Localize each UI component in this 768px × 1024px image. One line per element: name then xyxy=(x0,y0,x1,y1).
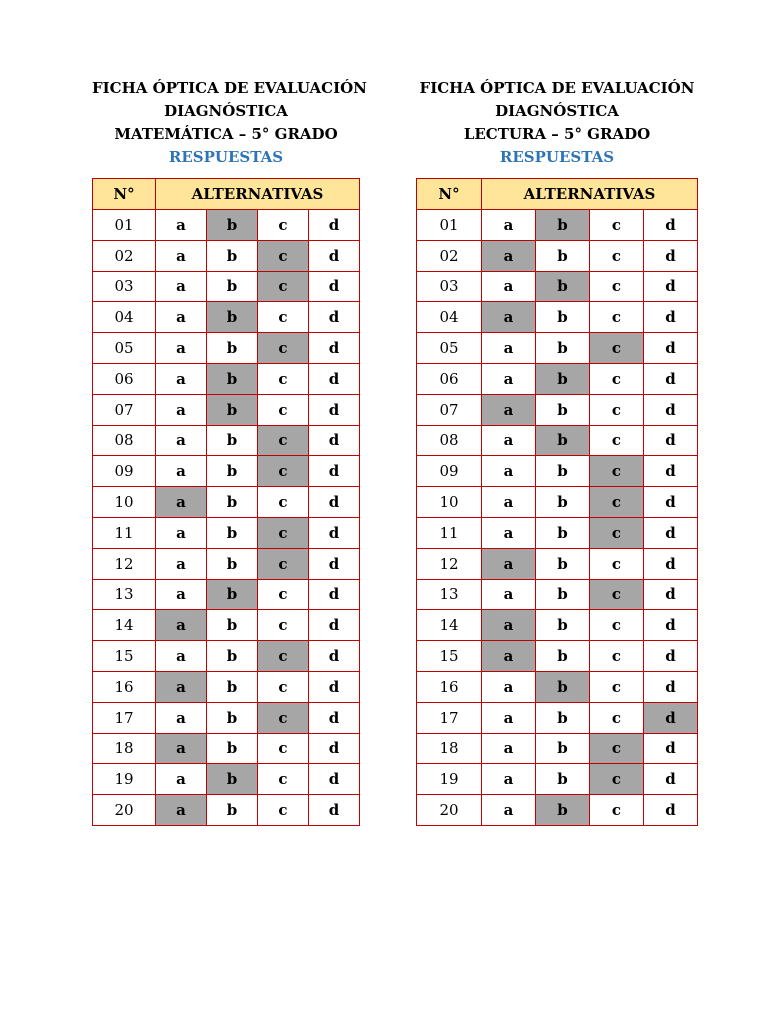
question-number: 05 xyxy=(93,333,156,364)
option-b: b xyxy=(207,610,258,641)
option-a: a xyxy=(482,795,536,826)
option-d: d xyxy=(309,641,360,672)
option-b: b xyxy=(536,764,590,795)
option-a-selected: a xyxy=(156,795,207,826)
question-number: 06 xyxy=(93,363,156,394)
option-a: a xyxy=(482,425,536,456)
option-a: a xyxy=(482,764,536,795)
table-row xyxy=(417,641,698,672)
option-b: b xyxy=(207,240,258,271)
option-b: b xyxy=(536,641,590,672)
answer-table xyxy=(92,178,360,826)
question-number: 08 xyxy=(93,425,156,456)
header-number: N° xyxy=(417,179,482,210)
option-a-selected: a xyxy=(156,671,207,702)
option-b: b xyxy=(207,456,258,487)
table-row xyxy=(417,671,698,702)
option-a-selected: a xyxy=(156,733,207,764)
option-b-selected: b xyxy=(536,210,590,241)
sheet-title xyxy=(92,77,367,169)
option-b: b xyxy=(536,333,590,364)
table-row xyxy=(93,425,360,456)
option-a: a xyxy=(156,425,207,456)
question-number: 07 xyxy=(417,394,482,425)
question-number: 17 xyxy=(93,702,156,733)
option-d: d xyxy=(309,271,360,302)
option-b-selected: b xyxy=(536,795,590,826)
option-d: d xyxy=(309,425,360,456)
option-c-selected: c xyxy=(258,240,309,271)
table-header-row xyxy=(417,179,698,210)
header-number: N° xyxy=(93,179,156,210)
question-number: 05 xyxy=(417,333,482,364)
option-c: c xyxy=(258,363,309,394)
option-c-selected: c xyxy=(258,333,309,364)
option-a: a xyxy=(482,210,536,241)
option-c-selected: c xyxy=(590,764,644,795)
table-row xyxy=(417,394,698,425)
question-number: 02 xyxy=(417,240,482,271)
question-number: 18 xyxy=(417,733,482,764)
option-b: b xyxy=(536,579,590,610)
option-d: d xyxy=(309,333,360,364)
option-d: d xyxy=(644,240,698,271)
option-c: c xyxy=(590,425,644,456)
option-a-selected: a xyxy=(482,548,536,579)
option-a-selected: a xyxy=(482,240,536,271)
option-b: b xyxy=(207,641,258,672)
question-number: 03 xyxy=(93,271,156,302)
option-a: a xyxy=(482,333,536,364)
question-number: 19 xyxy=(417,764,482,795)
option-c-selected: c xyxy=(590,517,644,548)
table-row xyxy=(93,302,360,333)
option-a: a xyxy=(482,487,536,518)
table-row xyxy=(417,487,698,518)
option-d: d xyxy=(309,610,360,641)
question-number: 15 xyxy=(93,641,156,672)
option-b-selected: b xyxy=(207,579,258,610)
option-b: b xyxy=(536,548,590,579)
table-row xyxy=(417,517,698,548)
option-a-selected: a xyxy=(482,394,536,425)
question-number: 01 xyxy=(93,210,156,241)
header-alternatives: ALTERNATIVAS xyxy=(156,179,360,210)
header-alternatives: ALTERNATIVAS xyxy=(482,179,698,210)
question-number: 20 xyxy=(93,795,156,826)
option-c: c xyxy=(258,671,309,702)
answer-table xyxy=(416,178,698,826)
option-a: a xyxy=(156,302,207,333)
table-row xyxy=(93,271,360,302)
question-number: 18 xyxy=(93,733,156,764)
question-number: 15 xyxy=(417,641,482,672)
option-d: d xyxy=(309,579,360,610)
option-b-selected: b xyxy=(536,425,590,456)
option-c: c xyxy=(590,641,644,672)
option-a: a xyxy=(482,733,536,764)
option-b: b xyxy=(536,456,590,487)
table-row xyxy=(93,517,360,548)
option-b-selected: b xyxy=(207,210,258,241)
option-b: b xyxy=(536,487,590,518)
question-number: 06 xyxy=(417,363,482,394)
option-a: a xyxy=(482,517,536,548)
option-d: d xyxy=(644,456,698,487)
option-c: c xyxy=(590,240,644,271)
option-b-selected: b xyxy=(207,302,258,333)
option-c-selected: c xyxy=(590,487,644,518)
table-row xyxy=(417,579,698,610)
option-b: b xyxy=(207,425,258,456)
table-header-row xyxy=(93,179,360,210)
question-number: 10 xyxy=(417,487,482,518)
table-row xyxy=(93,333,360,364)
option-c: c xyxy=(258,210,309,241)
option-a: a xyxy=(482,579,536,610)
question-number: 16 xyxy=(417,671,482,702)
option-c: c xyxy=(258,487,309,518)
question-number: 19 xyxy=(93,764,156,795)
option-b: b xyxy=(207,517,258,548)
option-b: b xyxy=(207,487,258,518)
table-row xyxy=(417,610,698,641)
option-a-selected: a xyxy=(482,302,536,333)
table-row xyxy=(417,548,698,579)
title-line-2: DIAGNÓSTICA xyxy=(164,102,288,120)
option-b-selected: b xyxy=(207,764,258,795)
table-row xyxy=(93,210,360,241)
option-c: c xyxy=(590,210,644,241)
option-a: a xyxy=(156,394,207,425)
option-c: c xyxy=(590,302,644,333)
option-a-selected: a xyxy=(156,487,207,518)
option-a: a xyxy=(156,641,207,672)
option-c-selected: c xyxy=(590,456,644,487)
option-b: b xyxy=(536,394,590,425)
table-row xyxy=(417,795,698,826)
table-row xyxy=(93,610,360,641)
table-row xyxy=(417,702,698,733)
table-row xyxy=(93,240,360,271)
option-a: a xyxy=(156,363,207,394)
answers-label: RESPUESTAS xyxy=(168,148,284,166)
question-number: 02 xyxy=(93,240,156,271)
option-c-selected: c xyxy=(258,425,309,456)
table-row xyxy=(417,302,698,333)
title-line-1: FICHA ÓPTICA DE EVALUACIÓN xyxy=(92,79,367,97)
question-number: 04 xyxy=(93,302,156,333)
option-b: b xyxy=(536,240,590,271)
table-row xyxy=(417,333,698,364)
option-a: a xyxy=(482,363,536,394)
option-d: d xyxy=(309,671,360,702)
option-d: d xyxy=(644,610,698,641)
table-row xyxy=(93,394,360,425)
option-d: d xyxy=(644,487,698,518)
option-b-selected: b xyxy=(536,363,590,394)
option-d: d xyxy=(644,579,698,610)
question-number: 12 xyxy=(93,548,156,579)
question-number: 17 xyxy=(417,702,482,733)
option-d: d xyxy=(309,733,360,764)
option-b: b xyxy=(207,702,258,733)
question-number: 09 xyxy=(93,456,156,487)
option-c-selected: c xyxy=(258,456,309,487)
option-d: d xyxy=(309,456,360,487)
option-d: d xyxy=(309,702,360,733)
option-a: a xyxy=(156,240,207,271)
table-row xyxy=(93,702,360,733)
option-c: c xyxy=(258,302,309,333)
table-row xyxy=(417,764,698,795)
option-a: a xyxy=(156,579,207,610)
option-b-selected: b xyxy=(207,363,258,394)
option-d: d xyxy=(644,517,698,548)
option-a-selected: a xyxy=(482,641,536,672)
option-a: a xyxy=(156,333,207,364)
question-number: 07 xyxy=(93,394,156,425)
option-d: d xyxy=(644,363,698,394)
option-c-selected: c xyxy=(258,702,309,733)
table-row xyxy=(93,671,360,702)
answers-label: RESPUESTAS xyxy=(499,148,615,166)
option-a: a xyxy=(482,671,536,702)
question-number: 16 xyxy=(93,671,156,702)
table-row xyxy=(93,579,360,610)
option-c: c xyxy=(590,394,644,425)
subject-line: MATEMÁTICA – 5° GRADO xyxy=(114,125,338,143)
option-d: d xyxy=(309,795,360,826)
option-d: d xyxy=(644,271,698,302)
option-a: a xyxy=(156,456,207,487)
option-c-selected: c xyxy=(258,548,309,579)
subject-line: LECTURA – 5° GRADO xyxy=(463,125,651,143)
option-d: d xyxy=(644,764,698,795)
option-c: c xyxy=(258,394,309,425)
option-c: c xyxy=(258,733,309,764)
option-d: d xyxy=(644,641,698,672)
option-b: b xyxy=(207,795,258,826)
option-d: d xyxy=(644,333,698,364)
option-c: c xyxy=(590,271,644,302)
option-d: d xyxy=(644,302,698,333)
sheet-title xyxy=(416,77,698,169)
option-b-selected: b xyxy=(207,394,258,425)
option-d: d xyxy=(644,795,698,826)
table-row xyxy=(93,641,360,672)
option-b-selected: b xyxy=(536,271,590,302)
table-row xyxy=(93,487,360,518)
option-a: a xyxy=(156,517,207,548)
question-number: 08 xyxy=(417,425,482,456)
option-d: d xyxy=(644,394,698,425)
title-line-2: DIAGNÓSTICA xyxy=(495,102,619,120)
table-row xyxy=(417,363,698,394)
question-number: 13 xyxy=(93,579,156,610)
option-a: a xyxy=(156,702,207,733)
option-d: d xyxy=(309,548,360,579)
question-number: 20 xyxy=(417,795,482,826)
question-number: 12 xyxy=(417,548,482,579)
option-a: a xyxy=(156,271,207,302)
option-c-selected: c xyxy=(590,733,644,764)
question-number: 09 xyxy=(417,456,482,487)
option-a-selected: a xyxy=(482,610,536,641)
table-row xyxy=(93,733,360,764)
option-b: b xyxy=(207,733,258,764)
option-a: a xyxy=(156,210,207,241)
table-row xyxy=(417,271,698,302)
table-row xyxy=(417,456,698,487)
option-c: c xyxy=(258,610,309,641)
title-line-1: FICHA ÓPTICA DE EVALUACIÓN xyxy=(419,79,695,97)
question-number: 11 xyxy=(417,517,482,548)
option-d: d xyxy=(644,548,698,579)
table-row xyxy=(93,363,360,394)
option-a: a xyxy=(482,702,536,733)
question-number: 10 xyxy=(93,487,156,518)
option-c: c xyxy=(590,795,644,826)
option-d: d xyxy=(309,487,360,518)
option-c: c xyxy=(590,610,644,641)
option-b: b xyxy=(536,302,590,333)
option-d: d xyxy=(309,302,360,333)
option-c: c xyxy=(590,363,644,394)
question-number: 01 xyxy=(417,210,482,241)
option-d: d xyxy=(309,764,360,795)
option-b: b xyxy=(207,548,258,579)
option-c-selected: c xyxy=(590,333,644,364)
option-b: b xyxy=(207,671,258,702)
option-c-selected: c xyxy=(590,579,644,610)
option-b-selected: b xyxy=(536,671,590,702)
option-b: b xyxy=(536,517,590,548)
option-d: d xyxy=(644,733,698,764)
option-b: b xyxy=(207,333,258,364)
option-a: a xyxy=(156,548,207,579)
option-c: c xyxy=(258,764,309,795)
option-d: d xyxy=(309,517,360,548)
table-row xyxy=(417,425,698,456)
option-a: a xyxy=(482,456,536,487)
option-c-selected: c xyxy=(258,517,309,548)
option-c: c xyxy=(590,702,644,733)
question-number: 03 xyxy=(417,271,482,302)
option-d: d xyxy=(309,394,360,425)
option-b: b xyxy=(536,733,590,764)
option-b: b xyxy=(207,271,258,302)
option-c: c xyxy=(590,671,644,702)
table-row xyxy=(417,240,698,271)
option-d: d xyxy=(309,363,360,394)
option-c-selected: c xyxy=(258,641,309,672)
option-c: c xyxy=(258,579,309,610)
question-number: 14 xyxy=(93,610,156,641)
option-d: d xyxy=(644,671,698,702)
option-d-selected: d xyxy=(644,702,698,733)
table-row xyxy=(417,733,698,764)
option-a: a xyxy=(482,271,536,302)
option-c: c xyxy=(590,548,644,579)
option-b: b xyxy=(536,610,590,641)
table-row xyxy=(417,210,698,241)
option-a: a xyxy=(156,764,207,795)
table-row xyxy=(93,548,360,579)
question-number: 14 xyxy=(417,610,482,641)
option-a-selected: a xyxy=(156,610,207,641)
option-d: d xyxy=(309,210,360,241)
option-b: b xyxy=(536,702,590,733)
option-d: d xyxy=(309,240,360,271)
question-number: 04 xyxy=(417,302,482,333)
question-number: 11 xyxy=(93,517,156,548)
question-number: 13 xyxy=(417,579,482,610)
option-c-selected: c xyxy=(258,271,309,302)
table-row xyxy=(93,456,360,487)
table-row xyxy=(93,795,360,826)
option-d: d xyxy=(644,210,698,241)
option-c: c xyxy=(258,795,309,826)
option-d: d xyxy=(644,425,698,456)
table-row xyxy=(93,764,360,795)
